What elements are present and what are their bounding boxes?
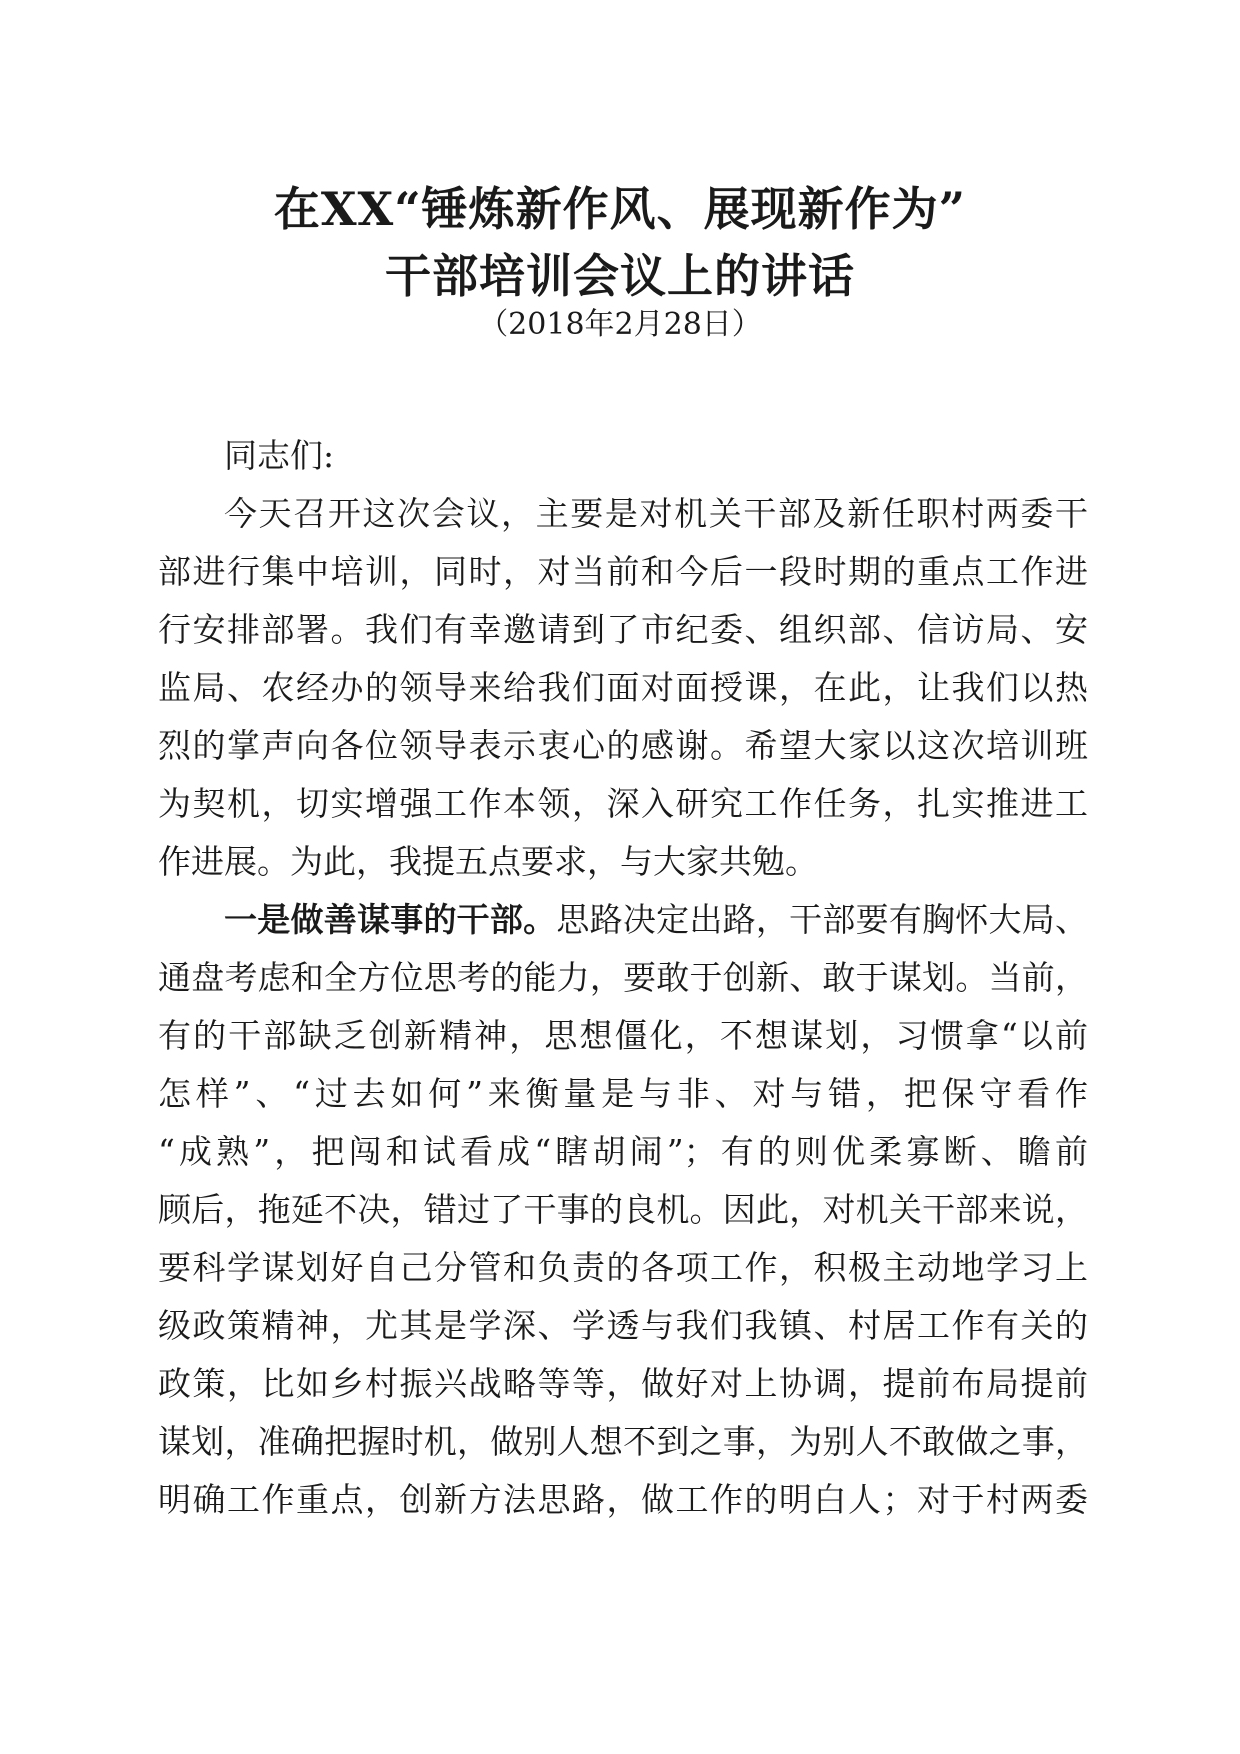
text-line: “成熟”，把闯和试看成“瞎胡闹”；有的则优柔寡断、瞻前 [158, 1132, 1088, 1171]
salutation: 同志们: [224, 436, 335, 475]
text-line: 有的干部缺乏创新精神，思想僵化，不想谋划，习惯拿“以前 [158, 1016, 1088, 1055]
paragraph-intro [158, 485, 1088, 891]
text-run: 思路决定出路，干部要有胸怀大局、 [556, 900, 1089, 939]
text-line: 顾后，拖延不决，错过了干事的良机。因此，对机关干部来说， [158, 1190, 1088, 1229]
speech-body [158, 427, 1088, 1529]
speech-date: （2018年2月28日） [478, 307, 762, 342]
text-line: 作进展。为此，我提五点要求，与大家共勉。 [158, 842, 818, 881]
document-title-line-2: 干部培训会议上的讲话 [385, 249, 855, 303]
text-line: 明确工作重点，创新方法思路，做工作的明白人；对于村两委 [158, 1480, 1088, 1519]
text-line: 行安排部署。我们有幸邀请到了市纪委、组织部、信访局、安 [158, 610, 1088, 649]
text-line: 通盘考虑和全方位思考的能力，要敢于创新、敢于谋划。当前， [158, 958, 1088, 997]
text-line: 政策，比如乡村振兴战略等等，做好对上协调，提前布局提前 [158, 1364, 1088, 1403]
text-line: 今天召开这次会议，主要是对机关干部及新任职村两委干 [224, 494, 1088, 533]
text-line: 烈的掌声向各位领导表示衷心的感谢。希望大家以这次培训班 [158, 726, 1088, 765]
text-line: 谋划，准确把握时机，做别人想不到之事，为别人不敢做之事， [158, 1422, 1088, 1461]
text-line: 要科学谋划好自己分管和负责的各项工作，积极主动地学习上 [158, 1248, 1088, 1287]
text-line: 为契机，切实增强工作本领，深入研究工作任务，扎实推进工 [158, 784, 1088, 823]
text-line: 怎样”、“过去如何”来衡量是与非、对与错，把保守看作 [158, 1074, 1088, 1113]
paragraph-point-one [158, 891, 1088, 1529]
text-line: 级政策精神，尤其是学深、学透与我们我镇、村居工作有关的 [158, 1306, 1088, 1345]
text-line: 监局、农经办的领导来给我们面对面授课，在此，让我们以热 [158, 668, 1088, 707]
document-title-line-1: 在XX“锤炼新作风、展现新作为” [273, 182, 967, 236]
point-one-heading: 一是做善谋事的干部。 [224, 900, 557, 939]
text-line [158, 891, 1088, 949]
text-line: 部进行集中培训，同时，对当前和今后一段时期的重点工作进 [158, 552, 1088, 591]
